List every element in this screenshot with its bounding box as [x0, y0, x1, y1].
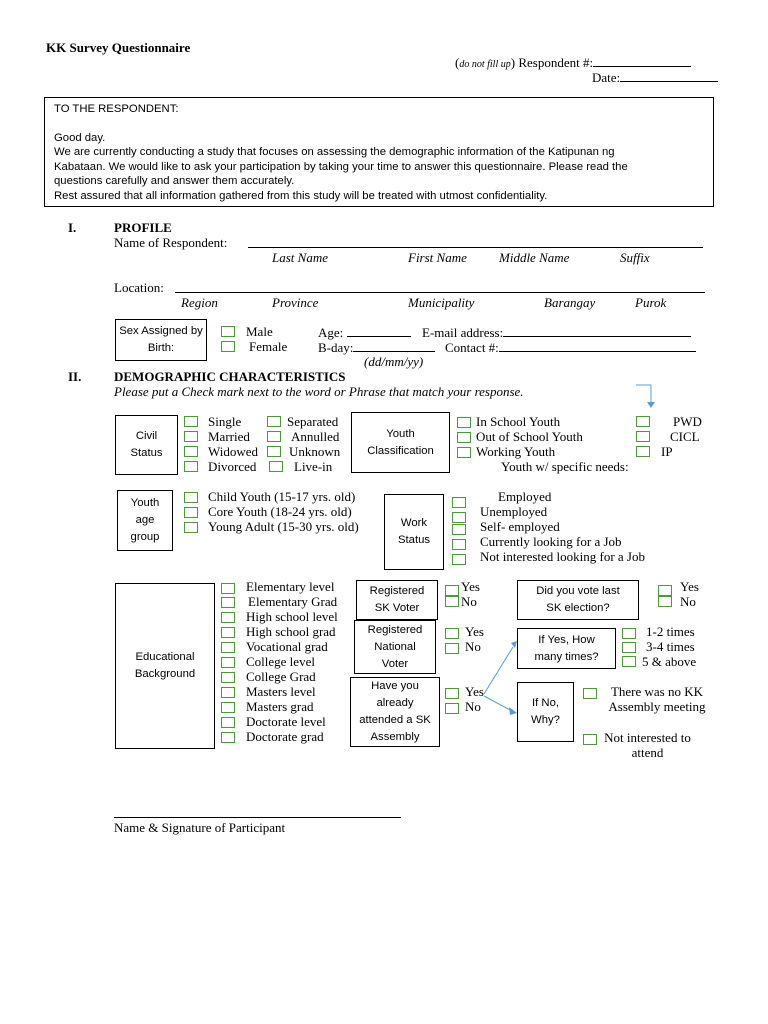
profile-numeral: I.	[68, 220, 77, 235]
divorced-checkbox[interactable]	[184, 461, 198, 472]
high-school-level-checkbox[interactable]	[221, 612, 235, 623]
unknown-checkbox[interactable]	[267, 446, 281, 457]
ip-checkbox[interactable]	[636, 446, 650, 457]
intro-line-1: We are currently conducting a study that focuses on assessing the demographic information of the Katipunan ng	[54, 146, 615, 159]
in-school-youth-checkbox[interactable]	[457, 417, 471, 428]
if-yes-box: If Yes, How many times?	[517, 628, 616, 669]
last-name-caption: Last Name	[272, 250, 328, 265]
profile-heading: PROFILE	[114, 220, 172, 235]
annulled-checkbox[interactable]	[267, 431, 281, 442]
contact-line	[445, 339, 696, 356]
times-5-above-label: 5 & above	[642, 654, 697, 669]
email-field[interactable]	[503, 324, 691, 337]
times-5-above-checkbox[interactable]	[622, 656, 636, 667]
registered-national-voter-box: Registered National Voter	[354, 620, 436, 674]
attended-assembly-box: Have you already attended a SK Assembly	[350, 677, 440, 747]
high-school-grad-checkbox[interactable]	[221, 627, 235, 638]
self-employed-label: Self- employed	[480, 519, 560, 534]
looking-for-job-checkbox[interactable]	[452, 539, 466, 550]
do-not-fill-note: do not fill up	[459, 59, 511, 70]
signature-field[interactable]	[114, 817, 401, 818]
elementary-grad-label: Elementary Grad	[248, 594, 338, 609]
child-youth-label: Child Youth (15-17 yrs. old)	[208, 489, 356, 504]
high-school-level-label: High school level	[246, 609, 338, 624]
page-title: KK Survey Questionnaire	[46, 40, 191, 55]
young-adult-checkbox[interactable]	[184, 522, 198, 533]
demographics-numeral: II.	[68, 369, 82, 384]
age-field[interactable]	[347, 324, 411, 337]
annulled-label: Annulled	[291, 429, 340, 444]
sk-voter-yes-checkbox[interactable]	[445, 585, 459, 596]
assembly-yes-label: Yes	[465, 684, 484, 699]
employed-checkbox[interactable]	[452, 497, 466, 508]
intro-box	[44, 97, 714, 207]
pwd-label: PWD	[673, 414, 702, 429]
core-youth-label: Core Youth (18-24 yrs. old)	[208, 504, 352, 519]
educational-background-box: Educational Background	[115, 583, 215, 749]
date-line	[592, 69, 718, 86]
in-school-youth-label: In School Youth	[476, 414, 561, 429]
separated-checkbox[interactable]	[267, 416, 281, 427]
barangay-caption: Barangay	[544, 295, 596, 310]
intro-line-4: Rest assured that all information gathered from this study will be treated with utmost confidentiality.	[54, 189, 548, 202]
respondent-number-line: (do not fill up) Respondent #:	[455, 54, 691, 71]
married-checkbox[interactable]	[184, 431, 198, 442]
respondent-number-field[interactable]	[593, 54, 691, 67]
bday-label: B-day:	[318, 340, 354, 355]
not-interested-job-checkbox[interactable]	[452, 554, 466, 565]
widowed-checkbox[interactable]	[184, 446, 198, 457]
masters-level-label: Masters level	[246, 684, 316, 699]
looking-for-job-label: Currently looking for a Job	[480, 534, 622, 549]
contact-label: Contact #:	[445, 340, 499, 355]
not-interested-job-label: Not interested looking for a Job	[480, 549, 645, 564]
purok-caption: Purok	[635, 295, 667, 310]
masters-grad-checkbox[interactable]	[221, 702, 235, 713]
date-format-hint: (dd/mm/yy)	[364, 354, 424, 369]
out-of-school-youth-label: Out of School Youth	[476, 429, 583, 444]
national-voter-no-checkbox[interactable]	[445, 643, 459, 654]
elementary-level-label: Elementary level	[246, 579, 335, 594]
not-interested-attend-label: Not interested to attend	[604, 730, 691, 760]
times-3-4-label: 3-4 times	[646, 639, 695, 654]
male-label: Male	[246, 324, 273, 339]
assembly-no-label: No	[465, 699, 481, 714]
youth-classification-box: Youth Classification	[351, 412, 450, 473]
email-label: E-mail address:	[422, 325, 504, 340]
no-assembly-label: There was no KK Assembly meeting	[608, 684, 706, 714]
widowed-label: Widowed	[208, 444, 259, 459]
signature-label: Name & Signature of Participant	[114, 820, 286, 835]
sk-voter-no-checkbox[interactable]	[445, 596, 459, 607]
suffix-caption: Suffix	[620, 250, 650, 265]
name-field[interactable]	[248, 247, 703, 248]
single-label: Single	[208, 414, 242, 429]
female-checkbox[interactable]	[221, 341, 235, 352]
college-grad-label: College Grad	[246, 669, 316, 684]
doctorate-level-checkbox[interactable]	[221, 717, 235, 728]
times-1-2-label: 1-2 times	[646, 624, 695, 639]
voted-last-election-box: Did you vote last SK election?	[517, 580, 639, 620]
name-label: Name of Respondent:	[114, 235, 228, 250]
region-caption: Region	[181, 295, 218, 310]
work-status-box: Work Status	[384, 494, 444, 570]
vocational-grad-checkbox[interactable]	[221, 642, 235, 653]
employed-label: Employed	[498, 489, 552, 504]
respondent-label: Respondent #:	[518, 55, 594, 70]
contact-field[interactable]	[499, 339, 696, 352]
voted-no-checkbox[interactable]	[658, 596, 672, 607]
young-adult-label: Young Adult (15-30 yrs. old)	[208, 519, 359, 534]
intro-greeting: Good day.	[54, 131, 106, 144]
if-no-box: If No, Why?	[517, 682, 574, 742]
single-checkbox[interactable]	[184, 416, 198, 427]
assembly-no-checkbox[interactable]	[445, 703, 459, 714]
demographics-instruction: Please put a Check mark next to the word or Phrase that match your response.	[114, 384, 524, 399]
location-label: Location:	[114, 280, 164, 295]
working-youth-label: Working Youth	[476, 444, 556, 459]
sex-assigned-box: Sex Assigned by Birth:	[115, 319, 207, 361]
intro-line-3: questions carefully and answer them accurately.	[54, 175, 295, 188]
elementary-grad-checkbox[interactable]	[221, 597, 235, 608]
first-name-caption: First Name	[408, 250, 467, 265]
live-in-label: Live-in	[294, 459, 333, 474]
location-field[interactable]	[175, 292, 705, 293]
college-grad-checkbox[interactable]	[221, 672, 235, 683]
assembly-yes-checkbox[interactable]	[445, 688, 459, 699]
doctorate-level-label: Doctorate level	[246, 714, 326, 729]
elementary-level-checkbox[interactable]	[221, 583, 235, 594]
masters-level-checkbox[interactable]	[221, 687, 235, 698]
sk-voter-yes-label: Yes	[461, 579, 480, 594]
no-assembly-checkbox[interactable]	[583, 688, 597, 699]
live-in-checkbox[interactable]	[269, 461, 283, 472]
national-voter-no-label: No	[465, 639, 481, 654]
intro-heading: TO THE RESPONDENT:	[54, 103, 179, 115]
not-interested-attend-checkbox[interactable]	[583, 734, 597, 745]
male-checkbox[interactable]	[221, 326, 235, 337]
sk-voter-no-label: No	[461, 594, 477, 609]
voted-yes-label: Yes	[680, 579, 699, 594]
vocational-grad-label: Vocational grad	[246, 639, 328, 654]
age-label: Age:	[318, 325, 344, 340]
province-caption: Province	[272, 295, 319, 310]
intro-line-2: Kabataan. We would like to ask your participation by taking your time to answer this questionnaire. Please read the	[54, 160, 628, 173]
married-label: Married	[208, 429, 250, 444]
pwd-checkbox[interactable]	[636, 416, 650, 427]
doctorate-grad-label: Doctorate grad	[246, 729, 324, 744]
voted-yes-checkbox[interactable]	[658, 585, 672, 596]
masters-grad-label: Masters grad	[246, 699, 314, 714]
cicl-checkbox[interactable]	[636, 431, 650, 442]
unemployed-label: Unemployed	[480, 504, 548, 519]
core-youth-checkbox[interactable]	[184, 507, 198, 518]
national-voter-yes-checkbox[interactable]	[445, 628, 459, 639]
bday-field[interactable]	[353, 339, 435, 352]
national-voter-yes-label: Yes	[465, 624, 484, 639]
civil-status-box: Civil Status	[115, 415, 178, 475]
out-of-school-youth-checkbox[interactable]	[457, 432, 471, 443]
doctorate-grad-checkbox[interactable]	[221, 732, 235, 743]
unemployed-checkbox[interactable]	[452, 512, 466, 523]
ip-label: IP	[661, 444, 673, 459]
date-label: Date:	[592, 70, 621, 85]
times-1-2-checkbox[interactable]	[622, 628, 636, 639]
middle-name-caption: Middle Name	[499, 250, 570, 265]
high-school-grad-label: High school grad	[246, 624, 336, 639]
registered-sk-voter-box: Registered SK Voter	[356, 580, 438, 620]
cicl-label: CICL	[670, 429, 700, 444]
demographics-heading: DEMOGRAPHIC CHARACTERISTICS	[114, 369, 346, 384]
voted-no-label: No	[680, 594, 696, 609]
municipality-caption: Municipality	[408, 295, 475, 310]
separated-label: Separated	[287, 414, 339, 429]
child-youth-checkbox[interactable]	[184, 492, 198, 503]
times-3-4-checkbox[interactable]	[622, 642, 636, 653]
date-field[interactable]	[620, 69, 718, 82]
college-level-checkbox[interactable]	[221, 657, 235, 668]
divorced-label: Divorced	[208, 459, 257, 474]
arrow-icon	[630, 383, 660, 413]
college-level-label: College level	[246, 654, 315, 669]
working-youth-checkbox[interactable]	[457, 447, 471, 458]
youth-age-group-box: Youth age group	[117, 490, 173, 551]
unknown-label: Unknown	[289, 444, 341, 459]
self-employed-checkbox[interactable]	[452, 524, 466, 535]
female-label: Female	[249, 339, 288, 354]
specific-needs-label: Youth w/ specific needs:	[501, 459, 629, 474]
